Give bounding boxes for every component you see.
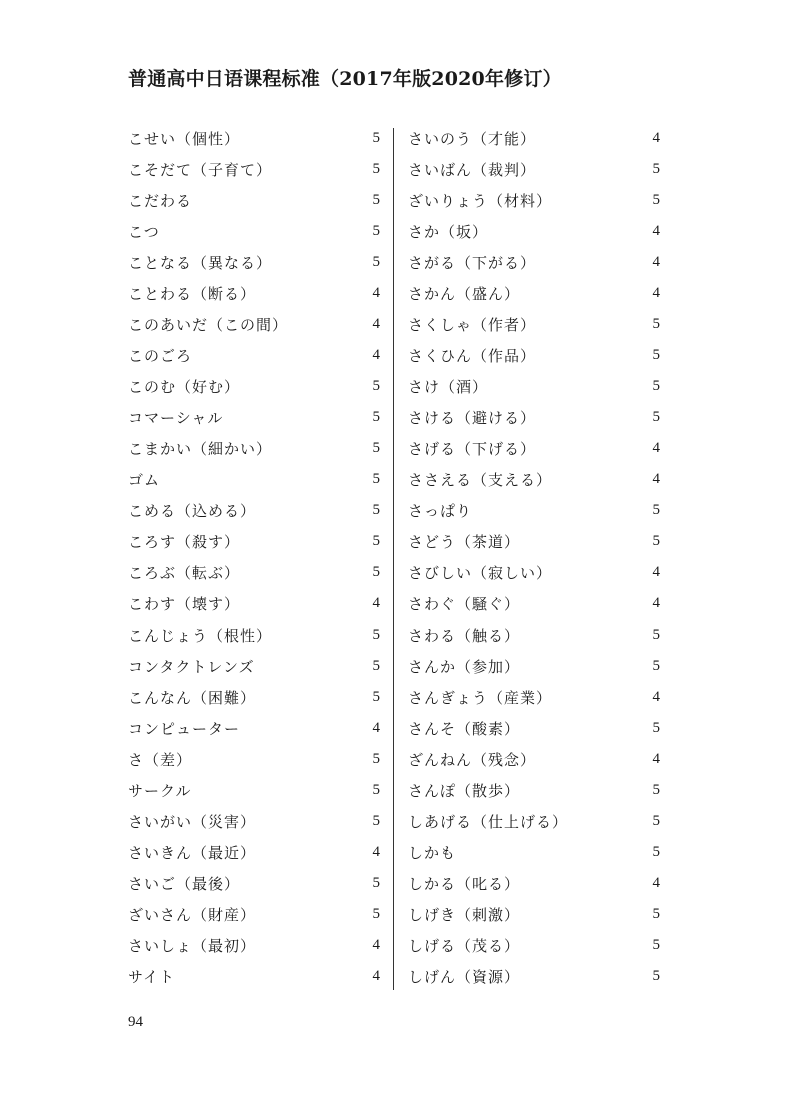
vocab-level: 4	[652, 874, 660, 891]
vocab-entry	[408, 837, 660, 868]
page-number: 94	[128, 1014, 143, 1030]
vocab-word: ことわる（断る）	[128, 285, 257, 304]
vocab-entry	[128, 682, 380, 713]
vocabulary-column-right	[408, 123, 660, 992]
vocab-level: 4	[652, 564, 660, 581]
vocab-entry	[408, 775, 660, 806]
vocab-level: 5	[652, 409, 660, 426]
vocab-entry	[408, 309, 660, 340]
vocab-level: 5	[652, 967, 660, 984]
vocab-entry	[128, 464, 380, 495]
vocab-level: 4	[372, 347, 380, 364]
vocab-word: さびしい（寂しい）	[408, 564, 553, 583]
vocab-word: このあいだ（この間）	[128, 316, 289, 335]
vocab-word: さくひん（作品）	[408, 347, 537, 366]
vocab-word: こめる（込める）	[128, 502, 257, 521]
vocab-level: 5	[652, 347, 660, 364]
vocab-word: このむ（好む）	[128, 378, 241, 397]
vocab-entry	[408, 868, 660, 899]
vocab-entry	[408, 899, 660, 930]
vocab-word: さか（坂）	[408, 223, 489, 242]
vocab-level: 4	[372, 316, 380, 333]
vocab-level: 4	[652, 471, 660, 488]
vocab-word: さいがい（災害）	[128, 812, 257, 831]
vocab-word: しげき（刺激）	[408, 905, 521, 924]
vocab-word: こだわる	[128, 192, 193, 211]
vocab-level: 5	[372, 874, 380, 891]
vocab-entry	[128, 247, 380, 278]
vocab-entry	[408, 433, 660, 464]
vocab-word: こわす（壊す）	[128, 595, 241, 614]
vocab-entry	[408, 185, 660, 216]
vocab-word: ざいりょう（材料）	[408, 192, 553, 211]
vocab-word: ことなる（異なる）	[128, 254, 273, 273]
vocab-word: さかん（盛ん）	[408, 285, 521, 304]
vocab-level: 4	[652, 750, 660, 767]
vocab-word: しあげる（仕上げる）	[408, 812, 569, 831]
page-title: 普通高中日语课程标准（2017年版2020年修订）	[128, 68, 562, 90]
vocab-level: 5	[372, 750, 380, 767]
vocab-level: 5	[372, 688, 380, 705]
vocab-level: 4	[372, 595, 380, 612]
vocab-entry	[128, 340, 380, 371]
vocab-level: 5	[652, 626, 660, 643]
vocab-level: 4	[652, 440, 660, 457]
vocab-level: 4	[652, 688, 660, 705]
vocab-word: こまかい（細かい）	[128, 440, 273, 459]
vocab-entry	[128, 123, 380, 154]
vocab-entry	[408, 340, 660, 371]
vocab-level: 5	[372, 657, 380, 674]
vocab-word: さける（避ける）	[408, 409, 537, 428]
vocab-level: 5	[372, 130, 380, 147]
vocab-entry	[128, 495, 380, 526]
vocab-level: 4	[652, 254, 660, 271]
vocab-word: ゴム	[128, 471, 161, 490]
vocab-level: 5	[372, 378, 380, 395]
vocab-entry	[408, 464, 660, 495]
vocab-entry	[128, 651, 380, 682]
vocab-level: 5	[372, 533, 380, 550]
vocab-level: 5	[372, 471, 380, 488]
vocab-level: 4	[372, 719, 380, 736]
vocab-level: 4	[372, 967, 380, 984]
vocab-word: しげる（茂る）	[408, 936, 521, 955]
vocab-entry	[408, 216, 660, 247]
vocab-entry	[128, 744, 380, 775]
vocab-word: さ（差）	[128, 750, 193, 769]
vocab-entry	[408, 557, 660, 588]
vocab-word: しかも	[408, 843, 457, 862]
vocab-word: さわぐ（騒ぐ）	[408, 595, 521, 614]
vocab-level: 5	[652, 812, 660, 829]
vocabulary-column-left	[128, 123, 380, 992]
vocab-entry	[128, 961, 380, 992]
vocab-entry	[408, 123, 660, 154]
vocab-entry	[128, 930, 380, 961]
vocab-level: 5	[372, 254, 380, 271]
vocab-word: さくしゃ（作者）	[408, 316, 537, 335]
vocab-level: 5	[652, 316, 660, 333]
vocab-level: 4	[372, 285, 380, 302]
vocab-word: サイト	[128, 967, 175, 986]
vocab-word: さげる（下げる）	[408, 440, 537, 459]
vocab-level: 5	[372, 192, 380, 209]
vocab-word: こんじょう（根性）	[128, 626, 273, 645]
vocab-word: しげん（資源）	[408, 967, 521, 986]
vocab-word: さがる（下がる）	[408, 254, 537, 273]
vocab-entry	[408, 930, 660, 961]
vocab-entry	[128, 402, 380, 433]
vocab-level: 5	[372, 161, 380, 178]
vocab-entry	[408, 682, 660, 713]
vocab-entry	[408, 620, 660, 651]
vocab-word: さんそ（酸素）	[408, 719, 521, 738]
vocab-level: 5	[652, 905, 660, 922]
vocab-word: さいしょ（最初）	[128, 936, 257, 955]
vocab-level: 5	[652, 161, 660, 178]
vocab-entry	[408, 247, 660, 278]
vocab-word: さいのう（才能）	[408, 130, 537, 149]
vocab-entry	[128, 588, 380, 619]
vocab-entry	[408, 744, 660, 775]
vocab-entry	[408, 278, 660, 309]
vocab-entry	[128, 371, 380, 402]
vocab-entry	[408, 588, 660, 619]
vocab-level: 5	[652, 533, 660, 550]
vocab-entry	[128, 433, 380, 464]
vocab-word: さいきん（最近）	[128, 843, 257, 862]
vocab-entry	[128, 837, 380, 868]
vocab-level: 5	[652, 781, 660, 798]
vocab-entry	[128, 526, 380, 557]
vocab-level: 5	[652, 936, 660, 953]
column-divider	[393, 128, 394, 990]
vocab-word: さんぎょう（産業）	[408, 688, 553, 707]
vocab-level: 5	[372, 905, 380, 922]
vocab-level: 5	[372, 502, 380, 519]
vocab-word: こそだて（子育て）	[128, 161, 273, 180]
vocab-level: 4	[652, 223, 660, 240]
vocab-entry	[408, 154, 660, 185]
vocab-word: コンタクトレンズ	[128, 657, 255, 676]
vocab-word: ざいさん（財産）	[128, 905, 257, 924]
vocab-level: 5	[372, 781, 380, 798]
vocab-entry	[128, 620, 380, 651]
vocab-entry	[128, 185, 380, 216]
vocab-level: 5	[372, 223, 380, 240]
vocab-entry	[128, 899, 380, 930]
vocab-entry	[128, 806, 380, 837]
vocab-word: こつ	[128, 223, 160, 242]
vocab-level: 4	[372, 936, 380, 953]
vocab-word: さどう（茶道）	[408, 533, 521, 552]
vocab-entry	[408, 495, 660, 526]
vocab-word: しかる（叱る）	[408, 874, 521, 893]
vocab-level: 4	[652, 285, 660, 302]
vocab-level: 5	[652, 657, 660, 674]
vocab-word: サークル	[128, 781, 192, 800]
vocab-level: 5	[652, 719, 660, 736]
vocab-entry	[408, 402, 660, 433]
vocab-word: コマーシャル	[128, 409, 224, 428]
vocab-word: コンピューター	[128, 719, 241, 738]
vocab-word: ささえる（支える）	[408, 471, 553, 490]
vocab-entry	[408, 371, 660, 402]
vocab-word: ころす（殺す）	[128, 533, 241, 552]
vocab-entry	[128, 775, 380, 806]
vocab-word: さわる（触る）	[408, 626, 521, 645]
vocab-word: このごろ	[128, 347, 193, 366]
vocab-entry	[408, 651, 660, 682]
vocab-level: 5	[652, 378, 660, 395]
vocab-entry	[128, 278, 380, 309]
vocab-level: 5	[652, 192, 660, 209]
vocab-entry	[408, 526, 660, 557]
vocab-entry	[408, 961, 660, 992]
vocab-word: さいご（最後）	[128, 874, 241, 893]
vocab-entry	[408, 806, 660, 837]
vocab-word: ざんねん（残念）	[408, 750, 537, 769]
vocab-level: 5	[372, 564, 380, 581]
vocab-level: 5	[372, 626, 380, 643]
vocab-entry	[128, 557, 380, 588]
vocab-level: 5	[372, 812, 380, 829]
vocab-word: さっぱり	[408, 502, 473, 521]
vocab-word: さんぽ（散歩）	[408, 781, 521, 800]
vocab-word: さけ（酒）	[408, 378, 489, 397]
vocab-level: 5	[652, 502, 660, 519]
vocab-level: 5	[372, 409, 380, 426]
vocab-entry	[128, 309, 380, 340]
vocab-entry	[128, 216, 380, 247]
vocab-entry	[128, 868, 380, 899]
vocab-word: さいばん（裁判）	[408, 161, 537, 180]
vocab-level: 5	[372, 440, 380, 457]
vocab-word: こせい（個性）	[128, 130, 241, 149]
vocab-level: 4	[652, 130, 660, 147]
vocab-entry	[128, 713, 380, 744]
vocab-level: 5	[652, 843, 660, 860]
vocab-level: 4	[652, 595, 660, 612]
vocab-entry	[128, 154, 380, 185]
vocab-word: さんか（参加）	[408, 657, 521, 676]
vocab-entry	[408, 713, 660, 744]
vocab-word: こんなん（困難）	[128, 688, 257, 707]
vocab-level: 4	[372, 843, 380, 860]
vocab-word: ころぶ（転ぶ）	[128, 564, 241, 583]
